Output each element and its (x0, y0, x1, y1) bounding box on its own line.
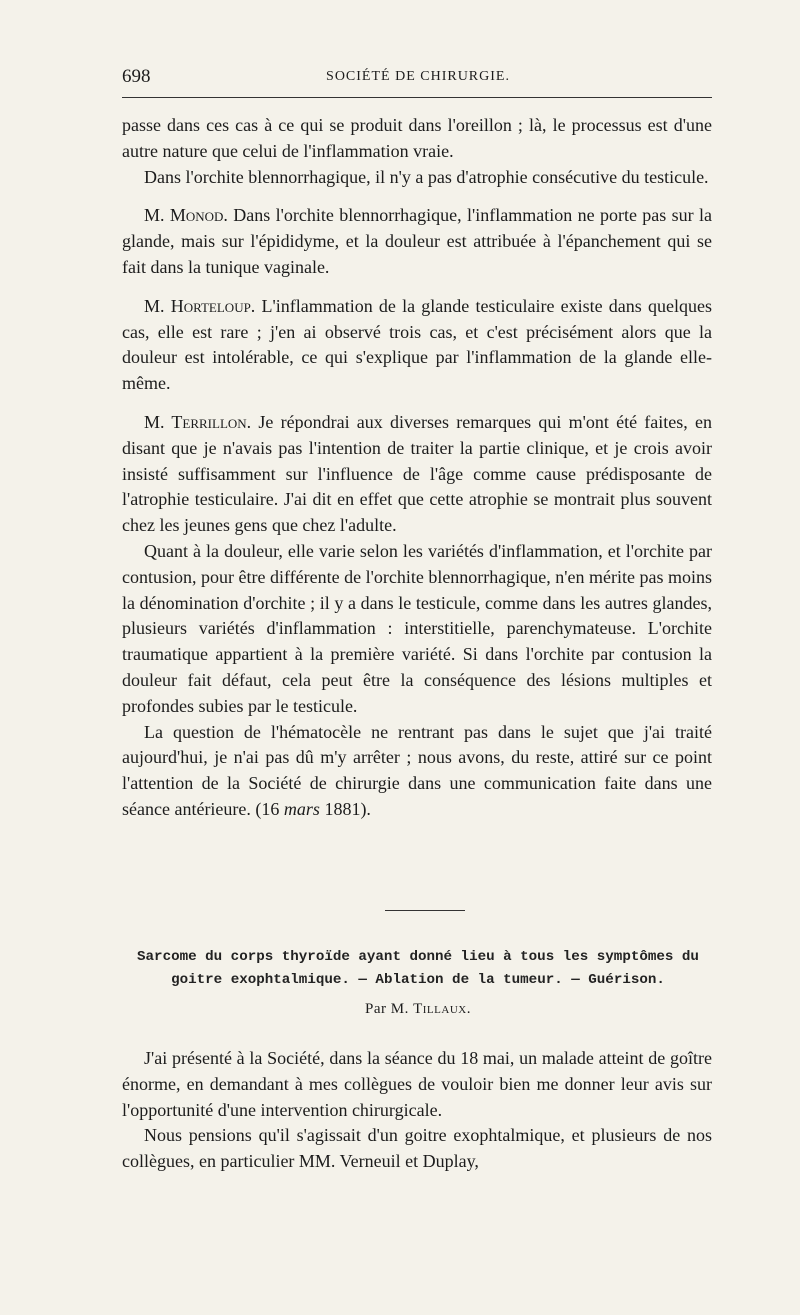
paragraph (122, 113, 712, 165)
section-divider (385, 910, 465, 911)
paragraph-monod (122, 203, 712, 280)
header-rule (122, 97, 712, 98)
paragraph-text: Je répondrai aux diverses remarques qui m'ont été faites, en disant que je n'avais pas l'intention de traiter la partie clinique, et je crois avoir insisté suffisamment sur l'influence de l'âge comme cause prédisposante de l'atrophie testiculaire. J'ai dit en effet que cette atrophie se montrait plus souvent chez les jeunes gens que chez l'adulte. (122, 411, 712, 536)
running-title: SOCIÉTÉ DE CHIRURGIE. (326, 69, 510, 84)
article-title-line: Sarcome du corps thyroïde ayant donné lieu à tous les symptômes du (137, 949, 699, 965)
paragraph-horteloup (122, 294, 712, 397)
paragraph (122, 539, 712, 720)
byline-prefix: Par M. (365, 1001, 414, 1017)
date-month: mars (283, 798, 320, 819)
paragraph (122, 165, 712, 191)
page-header (122, 64, 714, 90)
byline-author: Tillaux. (413, 1001, 471, 1017)
paragraph (122, 720, 712, 823)
article-text (122, 1046, 712, 1175)
paragraph-text: Dans l'orchite blennorrhagique, il n'y a pas d'atrophie consécutive du testicule. (144, 166, 709, 187)
paragraph-text: Quant à la douleur, elle varie selon les variétés d'inflammation, et l'orchite par contusion, pour être différente de l'orchite blennorrhagique, n'en mérite pas moins la dénomination d'orchite ; il y a dans le testicule, comme dans les autres glandes, plusieurs variétés d'inflammation : interstitielle, parenchymateuse. L'orchite traumatique appartient à la première variété. Si dans l'orchite par contusion la douleur fait défaut, cela peut être la conséquence des lésions multiples et profondes subies par le testicule. (122, 540, 712, 716)
paragraph-text: La question de l'hématocèle ne rentrant pas dans le sujet que j'ai traité aujourd'hui, je n'ai pas dû m'y arrêter ; nous avons, du reste, attiré sur ce point l'attention de la Société de chirurgie dans une communication faite dans une séance antérieure. (122, 721, 712, 819)
speaker-name: M. Monod. (144, 205, 228, 226)
paragraph-text: Dans l'orchite blennorrhagique, l'inflammation ne porte pas sur la glande, mais sur l'épididyme, et la douleur est attribuée à l'épanchement qui se fait dans la tunique vaginale. (122, 205, 712, 277)
paragraph: J'ai présenté à la Société, dans la séance du 18 mai, un malade atteint de goître énorme, en demandant à mes collègues de vouloir bien me donner leur avis sur l'opportunité d'une intervention chirurgicale. (122, 1048, 712, 1120)
paragraph-terrillon (122, 410, 712, 539)
speaker-name: M. Horteloup. (144, 295, 256, 316)
paragraph-text: L'inflammation de la glande testiculaire existe dans quelques cas, elle est rare ; j'en ai observé trois cas, et c'est précisément alors que la douleur est intolérable, ce qui s'explique par l'inflammation de la glande elle-même. (122, 295, 712, 394)
article-title-line: goitre exophtalmique. — Ablation de la tumeur. — Guérison. (171, 972, 665, 988)
paragraph: Nous pensions qu'il s'agissait d'un goitre exophtalmique, et plusieurs de nos collègues, en particulier MM. Verneuil et Duplay, (122, 1125, 712, 1172)
article-title (118, 946, 718, 992)
discussion-text (122, 113, 712, 823)
date-suffix: 1881). (319, 798, 371, 819)
paragraph-text: passe dans ces cas à ce qui se produit dans l'oreillon ; là, le processus est d'une autre nature que celui de l'inflammation vraie. (122, 115, 712, 161)
page-number: 698 (122, 66, 151, 87)
speaker-name: M. Terrillon. (144, 411, 252, 432)
date-prefix: (16 (250, 798, 284, 819)
byline (122, 1001, 714, 1018)
